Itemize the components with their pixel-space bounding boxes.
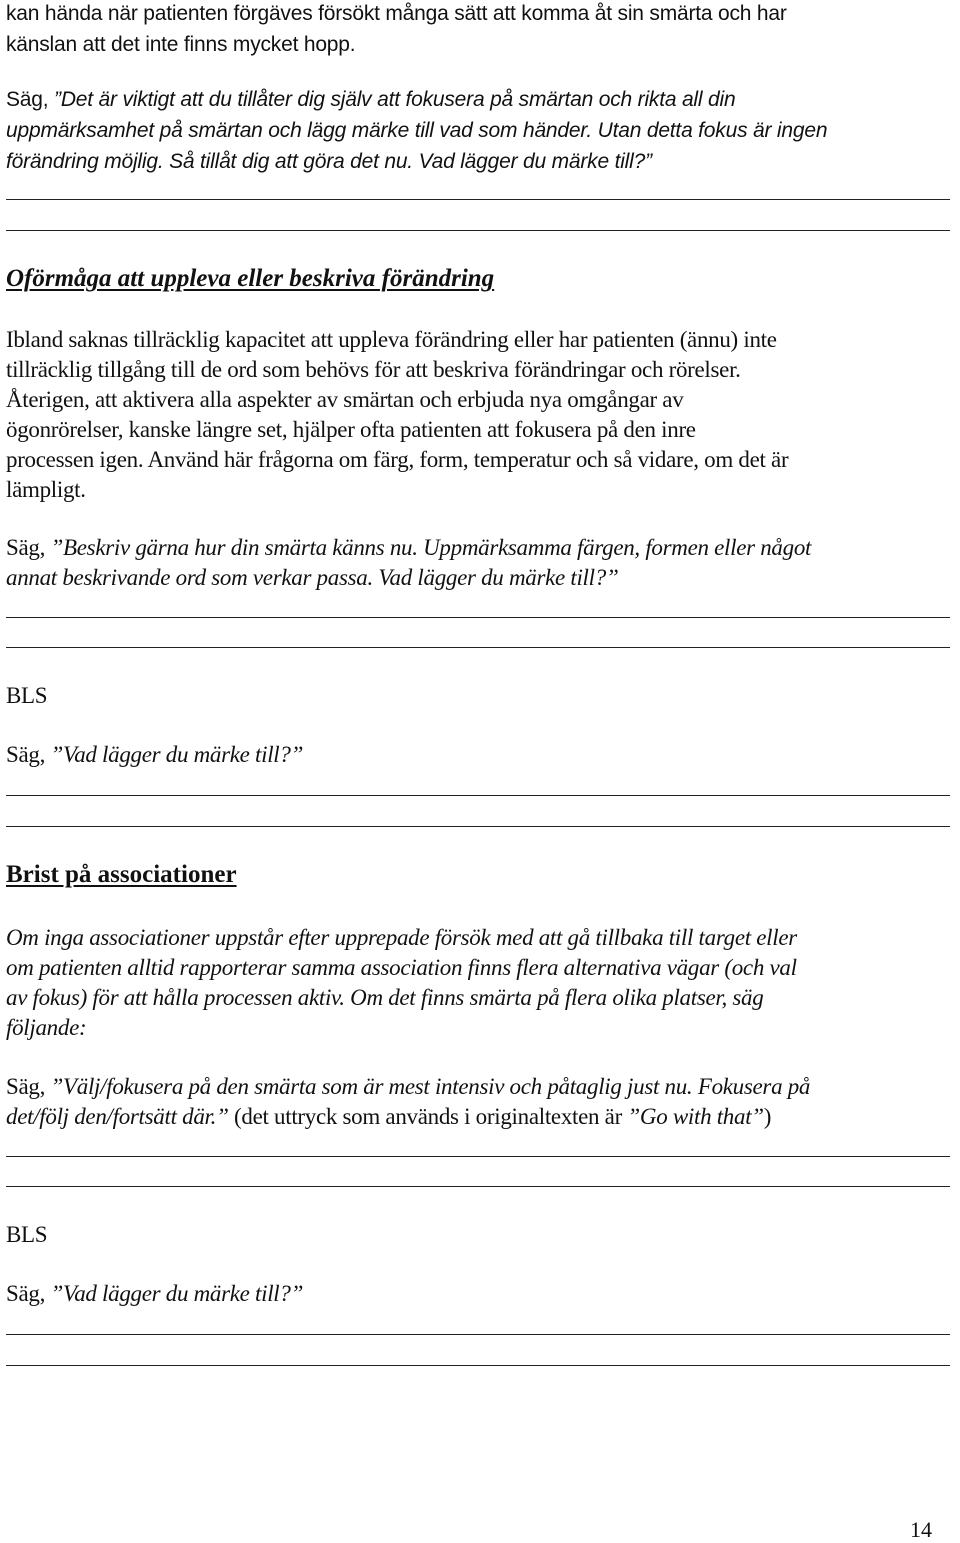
quoted-instruction: ”Det är viktigt att du tillåter dig själv att fokusera på smärtan och rikta all din xyxy=(54,88,736,111)
text-line: Ibland saknas tillräcklig kapacitet att uppleva förändring eller har patienten (ännu) inte xyxy=(6,327,777,352)
answer-line xyxy=(6,1365,950,1366)
page-number: 14 xyxy=(910,1517,932,1542)
text-line: av fokus) för att hålla processen aktiv. Om det finns smärta på flera olika platser, säg xyxy=(6,985,764,1010)
answer-line xyxy=(6,230,950,231)
text-line: lämpligt. xyxy=(6,477,86,502)
quoted-instruction: det/följ den/fortsätt där.” xyxy=(6,1104,229,1129)
quoted-instruction: ”Vad lägger du märke till?” xyxy=(50,1281,304,1306)
quoted-instruction: ”Välj/fokusera på den smärta som är mest intensiv och påtaglig just nu. Fokusera på xyxy=(50,1074,811,1099)
section-paragraph xyxy=(6,923,948,1043)
say-instruction xyxy=(6,740,948,770)
say-prefix: Säg, xyxy=(6,1281,51,1306)
text-line xyxy=(6,1072,948,1102)
text-line: förändring möjlig. Så tillåt dig att göra det nu. Vad lägger du märke till?” xyxy=(6,150,652,173)
bls-label: BLS xyxy=(6,1222,48,1247)
text-line: Återigen, att aktivera alla aspekter av smärtan och erbjuda nya omgångar av xyxy=(6,387,684,412)
answer-line xyxy=(6,617,950,618)
say-instruction xyxy=(6,1279,948,1309)
text-line xyxy=(6,533,948,563)
answer-line xyxy=(6,826,950,827)
section-heading: Oförmåga att uppleva eller beskriva förändring xyxy=(6,265,495,292)
say-prefix: Säg, xyxy=(6,742,51,767)
bls-label: BLS xyxy=(6,683,48,708)
text-line: tillräcklig tillgång till de ord som behövs för att beskriva förändringar och rörelser. xyxy=(6,357,741,382)
text-line: annat beskrivande ord som verkar passa. Vad lägger du märke till?” xyxy=(6,565,619,590)
answer-line xyxy=(6,647,950,648)
text-line: kan hända när patienten förgäves försökt många sätt att komma åt sin smärta och har xyxy=(6,2,787,25)
answer-line xyxy=(6,199,950,200)
section-heading: Brist på associationer xyxy=(6,861,237,888)
text-line: uppmärksamhet på smärtan och lägg märke till vad som händer. Utan detta fokus är ingen xyxy=(6,119,828,142)
text-line xyxy=(6,84,948,115)
section-paragraph xyxy=(6,325,948,505)
say-instruction xyxy=(6,84,948,177)
answer-line xyxy=(6,1186,950,1187)
intro-paragraph xyxy=(6,0,948,60)
answer-line xyxy=(6,1334,950,1335)
note-text: ) xyxy=(763,1104,772,1129)
say-prefix: Säg, xyxy=(6,535,51,560)
say-prefix: Säg, xyxy=(6,1074,51,1099)
answer-line xyxy=(6,1156,950,1157)
text-line: följande: xyxy=(6,1015,87,1040)
text-line: känslan att det inte finns mycket hopp. xyxy=(6,33,356,56)
answer-line xyxy=(6,795,950,796)
text-line: processen igen. Använd här frågorna om färg, form, temperatur och så vidare, om det är xyxy=(6,447,789,472)
quoted-instruction: ”Vad lägger du märke till?” xyxy=(50,742,304,767)
say-prefix: Säg, xyxy=(6,88,55,111)
quoted-term: ”Go with that” xyxy=(627,1104,764,1129)
text-line: om patienten alltid rapporterar samma association finns flera alternativa vägar (och val xyxy=(6,955,797,980)
say-instruction xyxy=(6,533,948,593)
say-instruction xyxy=(6,1072,948,1132)
quoted-instruction: ”Beskriv gärna hur din smärta känns nu. Uppmärksamma färgen, formen eller något xyxy=(50,535,812,560)
text-line xyxy=(6,1102,948,1132)
text-line: ögonrörelser, kanske längre set, hjälper ofta patienten att fokusera på den inre xyxy=(6,417,696,442)
note-text: (det uttryck som används i originaltexten är xyxy=(228,1104,628,1129)
text-line: Om inga associationer uppstår efter upprepade försök med att gå tillbaka till target eller xyxy=(6,925,797,950)
